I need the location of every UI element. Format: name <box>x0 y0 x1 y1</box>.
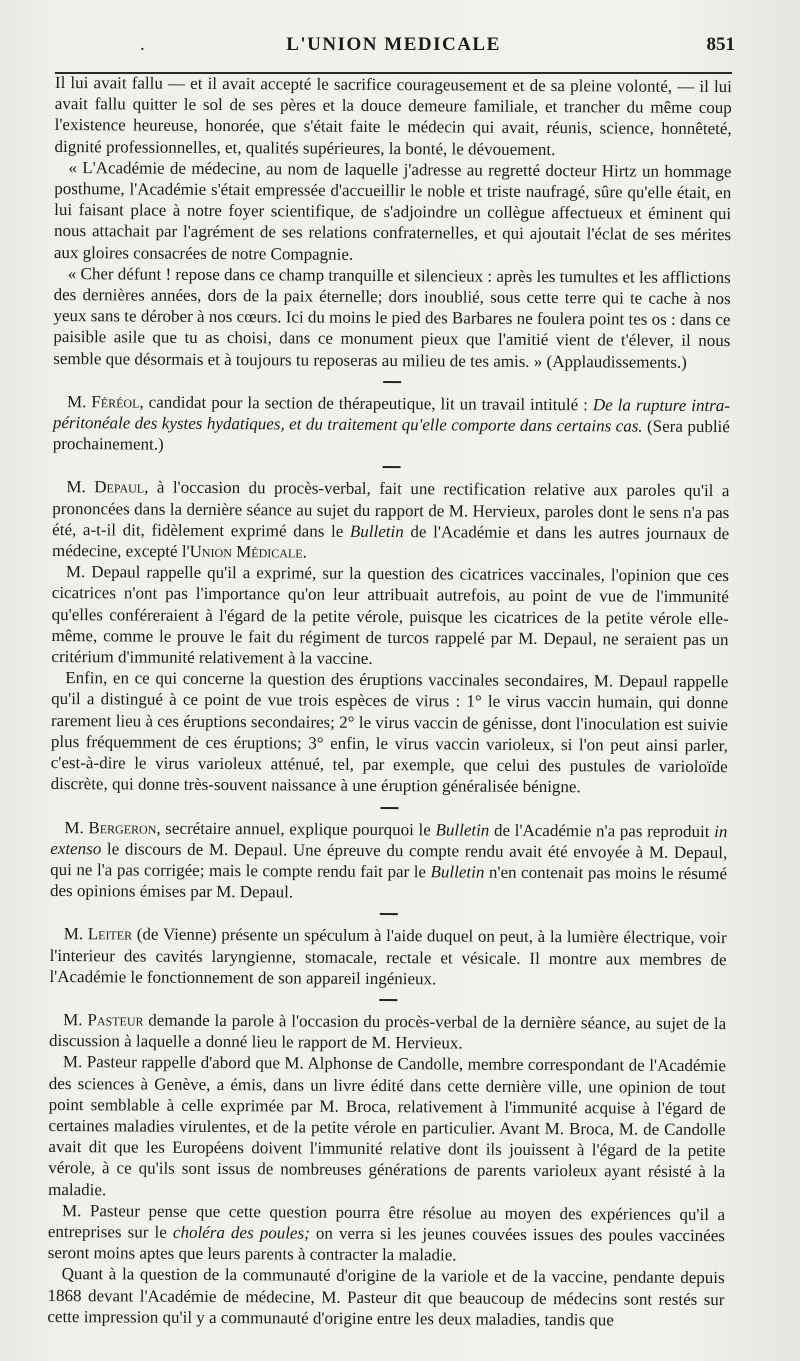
running-header <box>55 30 735 66</box>
header-dot: . <box>140 34 145 55</box>
section-separator <box>379 999 397 1001</box>
speaker-name: M. Leiter <box>63 924 133 944</box>
speaker-name: M. Pasteur <box>63 1009 144 1030</box>
speaker-name: M. Depaul, <box>66 477 149 498</box>
paragraph-leiter <box>49 923 726 991</box>
paragraph-text: candidat pour la section de thérapeutique, lit un travail intitulé : <box>143 392 593 415</box>
paragraph-text: demande la parole à l'occasion du procès-verbal de la dernière séance, au sujet de la discussion à laquelle a donné lieu le rapport de M. Hervieux. <box>49 1010 727 1053</box>
paragraph-text: de l'Académie et dans les autres journaux de médecine, excepté l' <box>52 521 730 561</box>
section-separator <box>380 806 398 808</box>
bulletin-ref: Bulletin <box>430 862 485 882</box>
journal-title: L'UNION MEDICALE <box>286 34 501 55</box>
section-separator <box>379 913 397 915</box>
paragraph-7: Enfin, en ce qui concerne la question des éruptions vaccinales secondaires, M. Depaul rappelle qu'il a distingué à ce point de vue trois espèces de virus : 1° le virus vaccin humain, qui donne rarement lieu à ces éruptions secondaires; 2° le virus vaccin de génisse, dont l'inoculation est suivie plus fréquemment de ces éruptions; 3° enfin, le virus vaccin varioleux, si l'on peut ainsi parler, c'est-à-dire le virus varioleux atténué, tel, par exemple, que celui des pustules de varioloïde discrète, qui donne très-souvent naissance à une éruption généralisée bénigne. <box>50 668 729 797</box>
bulletin-ref: Bulletin <box>349 521 404 541</box>
work-title: De la rupture intra-péritonéale des kystes hydatiques, et du traitement qu'elle comporte dans certains cas. <box>52 395 731 436</box>
paragraph-fereol <box>53 391 730 459</box>
page-number: 851 <box>706 34 735 55</box>
in-extenso: in extenso <box>50 821 728 858</box>
paragraph-depaul <box>52 476 730 565</box>
section-separator <box>383 381 401 383</box>
paragraph-text: secrétaire annuel, explique pourquoi le <box>160 818 436 839</box>
paragraph-pasteur <box>49 1009 726 1056</box>
paragraph-text: n'en contenait pas moins le résumé des opinions émises par M. Depaul. <box>49 862 728 902</box>
paragraph-text: on verra si les jeunes couvées issues des poules vaccinées seront moins aptes que leurs parents à contracter la maladie. <box>47 1223 725 1265</box>
paragraph-13: Quant à la question de la communauté d'origine de la variole et de la vaccine, pendante depuis 1868 devant l'Académie de médecine, M. Pasteur dit que beaucoup de médecins sont restés sur cette impression qu'il y a communauté d'origine entre les deux maladies, tandis que <box>47 1264 725 1330</box>
article-body <box>47 72 732 1331</box>
paragraph-text: M. Pasteur pense que cette question pourra être résolue au moyen des expériences qu'il a entreprises sur le <box>47 1200 726 1242</box>
paragraph-text: (Sera publié prochainement.) <box>52 416 730 454</box>
section-separator <box>382 466 400 468</box>
cholera-ref: choléra des poules; <box>172 1222 310 1243</box>
paragraph-bergeron <box>50 816 728 905</box>
paragraph-text: le discours de M. Depaul. Une épreuve du compte rendu avait été envoyée à M. Depaul, qui ne l'a pas corrigée; mais le compte rendu fait par le <box>50 839 728 882</box>
paragraph-text: à l'occasion du procès-verbal, fait une rectification relative aux paroles qu'il a prononcées dans la dernière séance au sujet du rapport de M. Hervieux, paroles dont le sens n'a pas été, a-t-il dit, fidèlement exprimé dans le <box>52 478 730 541</box>
paragraph-2: « L'Académie de médecine, au nom de laquelle j'adresse au regretté docteur Hirtz un hommage posthume, l'Académie s'était empressée d'accueillir le noble et triste naufragé, sûre qu'elle était, en lui faisant place à notre foyer scientifique, de s'adjoindre un collègue affectueux et éminent qui nous attachait par l'agrément de ses relations confraternelles, et qui ajoutait l'éclat de ses mérites aux gloires consacrées de notre Compagnie. <box>53 157 732 264</box>
paragraph-11: M. Pasteur rappelle d'abord que M. Alphonse de Candolle, membre correspondant de l'Académie des sciences à Genève, a émis, dans un livre édité dans cette dernière ville, une opinion de tout point semblable à celle exprimée par M. Broca, relativement à l'immunité acquise à l'égard de certaines maladies virulentes, et de la petite vérole en particulier. Avant M. Broca, M. de Candolle avait dit que les Européens doivent l'immunité relative dont ils jouissent à l'égard de la petite vérole, à ce qu'ils sont issus de nombreuses générations de parents varioleux ayant résisté à la maladie. <box>48 1052 726 1199</box>
paragraph-12 <box>48 1200 725 1268</box>
journal-ref: Union Médicale. <box>189 541 307 562</box>
bulletin-ref: Bulletin <box>435 819 490 840</box>
speaker-name: M. Féréol, <box>66 391 144 412</box>
paragraph-3: « Cher défunt ! repose dans ce champ tranquille et silencieux : après les tumultes et les afflictions des dernières années, dors de la paix éternelle; dors inoublié, sous cette terre qui te cache à nos yeux sans te dérober à nos cœurs. Ici du moins le pied des Barbares ne foulera point tes os : dans ce paisible asile que tu as choisi, dans ce monument pieux que l'amitié vient de t'élever, il nous semble que désormais et à toujours tu reposeras au milieu de tes amis. » (Applaudissements.) <box>53 263 731 372</box>
paragraph-text: (de Vienne) présente un spéculum à l'aide duquel on peut, à la lumière électrique, voir l'interieur des cavités laryngienne, stomacale, rectale et vésicale. Il montre aux membres de l'Académie le fonctionnement de son appareil ingénieux. <box>49 924 727 989</box>
paragraph-1: Il lui avait fallu — et il avait accepté le sacrifice courageusement et de sa pleine volonté, — il lui avait fallu quitter le sol de ses pères et la douce demeure familiale, et trancher du même coup l'existence heureuse, honorée, que s'était faite le médecin qui avait, réunis, science, honnêteté, dignité professionnelles, et, qualités supérieures, la bonté, le dévouement. <box>54 72 732 159</box>
paragraph-6: M. Depaul rappelle qu'il a exprimé, sur la question des cicatrices vaccinales, l'opinion que ces cicatrices n'ont pas l'importance qu'on leur attribuait autrefois, au point de vue de l'immunité qu'elles conféreraient à l'égard de la petite vérole, puisque les cicatrices de la petite vérole elle-même, comme le prouve le fait du régiment de turcos rappelé par M. Depaul, ne seraient pas un critérium d'immunité relativement à la vaccine. <box>51 562 729 669</box>
speaker-name: M. Bergeron, <box>64 817 161 838</box>
paragraph-text: de l'Académie n'a pas reproduit <box>489 820 715 841</box>
